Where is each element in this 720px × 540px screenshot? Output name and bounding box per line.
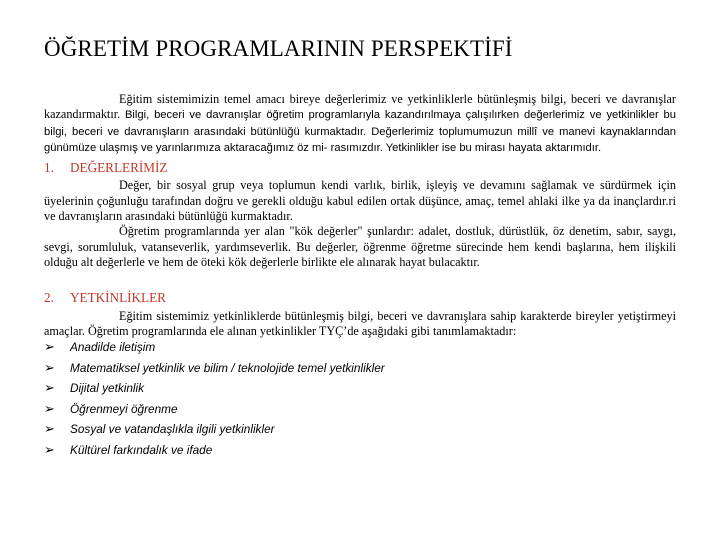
arrowhead-bullet-icon: ➢ [44, 381, 55, 397]
section-heading-values [44, 160, 676, 175]
page-title: ÖĞRETİM PROGRAMLARININ PERSPEKTİFİ [44, 36, 513, 61]
list-item: ➢ Matematiksel yetkinlik ve bilim / teknolojide temel yetkinlikler [44, 360, 385, 376]
section-heading-competencies [44, 290, 676, 305]
arrowhead-bullet-icon: ➢ [44, 422, 55, 438]
list-item: ➢ Anadilde iletişim [44, 340, 156, 356]
arrowhead-bullet-icon: ➢ [44, 360, 55, 376]
intro-serif-text: Eğitim sistemimizin temel amacı bireye değerlerimiz ve yetkinliklerle bütünleşmiş bilgi, beceri ve davranışlar kazandırmaktır. [44, 92, 676, 122]
list-item: ➢ Kültürel farkındalık ve ifade [44, 442, 213, 458]
values-paragraph-1: Değer, bir sosyal grup veya toplumun kendi varlık, birlik, işleyiş ve devamını sağlamak ve sürdürmek için üyelerinin çoğunluğu tarafından doğru ve gerekli olduğu kabul edilen ortak düşünce, amaç, temel ahlaki ilke ya da inançlardır.ri ve davranışların arasındaki bütünlüğü kurmaktadır. [44, 178, 676, 224]
slide-body [44, 92, 676, 463]
spacer [44, 270, 676, 286]
arrowhead-bullet-icon: ➢ [44, 340, 55, 356]
competencies-paragraph: Eğitim sistemimiz yetkinliklerde bütünleşmiş bilgi, beceri ve davranışlara sahip karakterde bireyler yetiştirmeyi amaçlar. Öğretim programlarında ele alınan yetkinlikler TYÇ’de aşağıdaki gibi tanımlamaktadır: [44, 308, 676, 338]
arrowhead-bullet-icon: ➢ [44, 401, 55, 417]
list-item: ➢ Sosyal ve vatandaşlıkla ilgili yetkinlikler [44, 422, 275, 438]
intro-sans-text: Bilgi, beceri ve davranışlar öğretim programlarıyla kazandırılmaya çalışılırken değerlerimiz ve yetkinlikler bu bilgi, beceri ve davranışların arasındaki bütünlüğü kurmaktadır. Değerlerimiz toplumumuzun millî ve manevi kaynaklarından günümüze ulaşmış ve yarınlarımıza aktaracağımız öz mi- rasımızdır. Yetkinlikler ise bu mirası hayata aktarımıdır. [44, 109, 676, 154]
section-title: DEĞERLERİMİZ [70, 160, 168, 176]
values-paragraph-2: Öğretim programlarında yer alan "kök değerler" şunlardır: adalet, dostluk, dürüstlük, öz denetim, sabır, saygı, sevgi, sorumluluk, vatanseverlik, yardımseverlik. Bu değerler, öğrenme öğretme sürecinde hem kendi başlarına, hem ilişkili olduğu alt değerlerle ve hem de öteki kök değerlerle birlikte ele alınarak hayat bulacaktır. [44, 224, 676, 269]
list-item: ➢ Dijital yetkinlik [44, 381, 145, 397]
arrowhead-bullet-icon: ➢ [44, 442, 55, 458]
competency-list [44, 340, 676, 463]
section-number: 1. [44, 160, 54, 176]
section-number: 2. [44, 290, 54, 306]
section-title: YETKİNLİKLER [70, 290, 166, 306]
list-item: ➢ Öğrenmeyi öğrenme [44, 401, 178, 417]
intro-paragraph [44, 92, 676, 156]
